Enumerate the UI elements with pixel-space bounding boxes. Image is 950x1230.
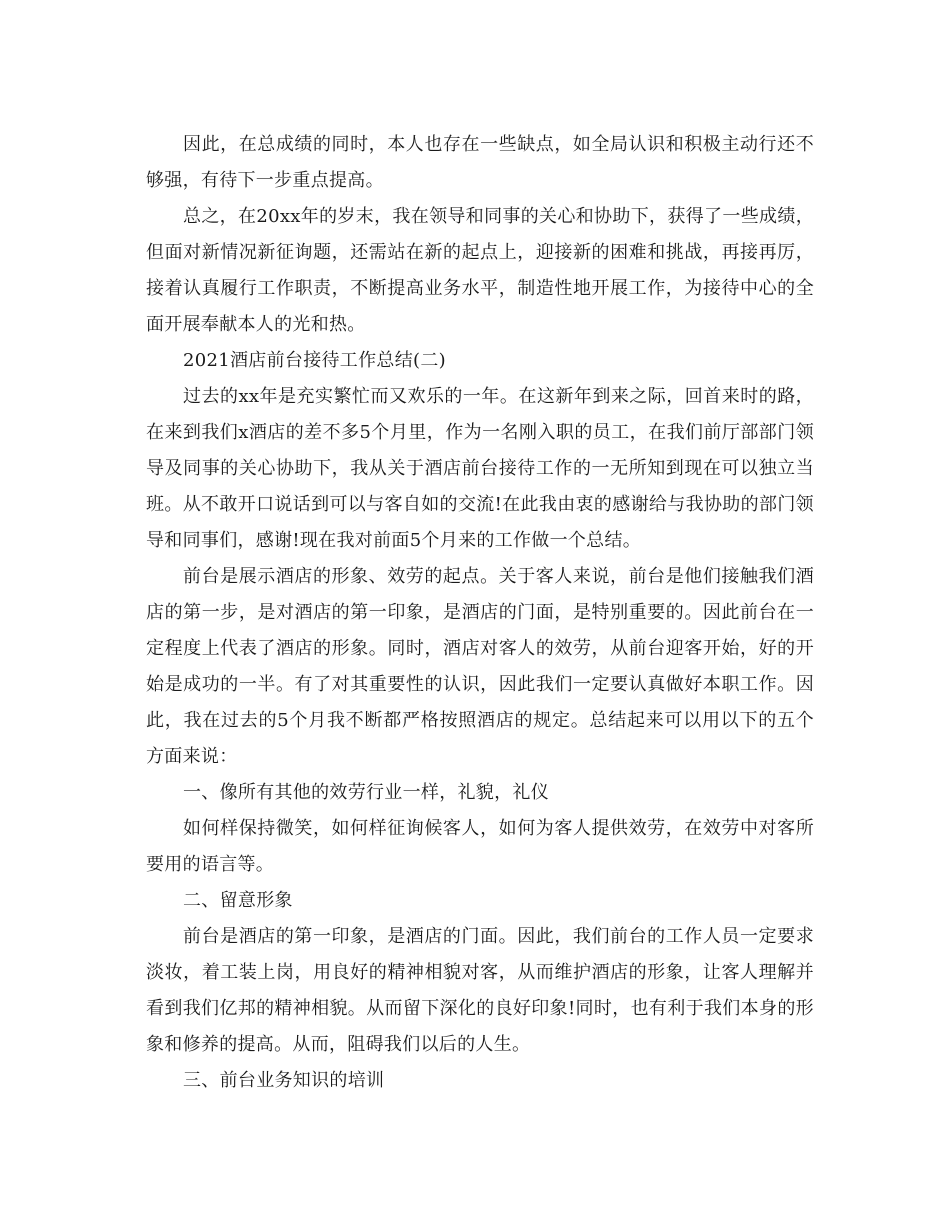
paragraph-summary-year-end: 总之，在20xx年的岁末，我在领导和同事的关心和协助下，获得了一些成绩，但面对新情况新征询题，还需站在新的起点上，迎接新的困难和挑战，再接再厉，接着认真履行工作职责，不断提高业务水平，制造性地开展工作，为接待中心的全面开展奉献本人的光和热。 xyxy=(146,206,814,335)
subheading-training: 三、前台业务知识的培训 xyxy=(183,1070,385,1091)
paragraph-etiquette: 如何样保持微笑，如何样征询候客人，如何为客人提供效劳，在效劳中对客所要用的语言等。 xyxy=(146,818,814,875)
paragraph-conclusion-shortcomings: 因此，在总成绩的同时，本人也存在一些缺点，如全局认识和积极主动行还不够强，有待下一步重点提高。 xyxy=(146,134,814,191)
paragraph-image: 前台是酒店的第一印象，是酒店的门面。因此，我们前台的工作人员一定要求淡妆，着工装上岗，用良好的精神相貌对客，从而维护酒店的形象，让客人理解并看到我们亿邦的精神相貌。从而留下深化的良好印象!同时，也有利于我们本身的形象和修养的提高。从而，阻碍我们以后的人生。 xyxy=(146,926,814,1055)
paragraph-front-desk-role: 前台是展示酒店的形象、效劳的起点。关于客人来说，前台是他们接触我们酒店的第一步，是对酒店的第一印象，是酒店的门面，是特别重要的。因此前台在一定程度上代表了酒店的形象。同时，酒店对客人的效劳，从前台迎客开始，好的开始是成功的一半。有了对其重要性的认识，因此我们一定要认真做好本职工作。因此，我在过去的5个月我不断都严格按照酒店的规定。总结起来可以用以下的五个方面来说： xyxy=(146,566,814,767)
paragraph-past-year: 过去的xx年是充实繁忙而又欢乐的一年。在这新年到来之际，回首来时的路，在来到我们x酒店的差不多5个月里，作为一名刚入职的员工，在我们前厅部部门领导及同事的关心协助下，我从关于酒店前台接待工作的一无所知到现在可以独立当班。从不敢开口说话到可以与客自如的交流!在此我由衷的感谢给与我协助的部门领导和同事们，感谢!现在我对前面5个月来的工作做一个总结。 xyxy=(146,386,814,551)
section-title: 2021酒店前台接待工作总结(二) xyxy=(183,350,446,371)
subheading-image: 二、留意形象 xyxy=(183,890,293,911)
subheading-etiquette: 一、像所有其他的效劳行业一样，礼貌，礼仪 xyxy=(183,782,549,803)
document-body xyxy=(146,127,814,1099)
